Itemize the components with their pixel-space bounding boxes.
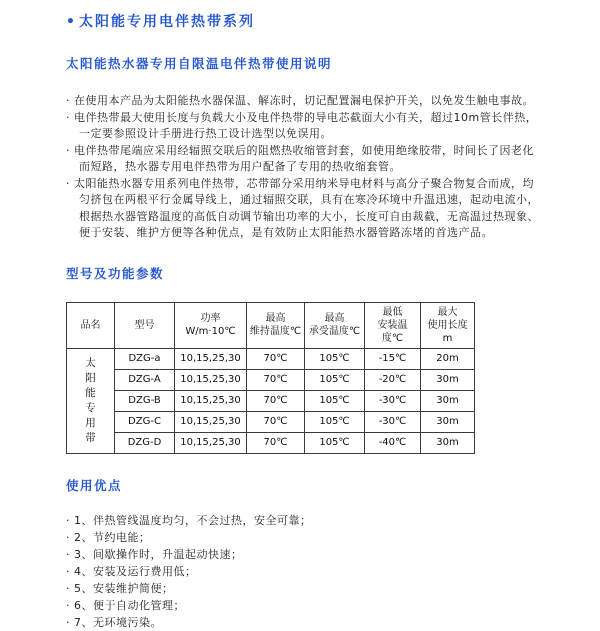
cell-max-length: 30m	[421, 432, 475, 453]
header-line: 维持温度℃	[249, 326, 302, 337]
advantage-item	[66, 512, 542, 529]
cell-power: 10,15,25,30	[175, 432, 247, 453]
cell-max-length: 30m	[421, 390, 475, 411]
cell-power: 10,15,25,30	[175, 411, 247, 432]
advantage-item	[66, 580, 542, 597]
table-row	[67, 390, 475, 411]
advantage-item	[66, 529, 542, 546]
col-header-power	[175, 302, 247, 348]
instruction-text: 在使用本产品为太阳能热水器保温、解冻时，切记配置漏电保护开关，以免发生触电事故。	[74, 94, 534, 107]
cell-model: DZG-C	[115, 411, 175, 432]
product-name-text: 太阳能专用带	[85, 356, 96, 444]
col-header-product-name	[67, 302, 115, 348]
spec-table	[66, 302, 475, 454]
advantage-item	[66, 546, 542, 563]
col-header-model	[115, 302, 175, 348]
advantage-text: 7、无环境污染。	[74, 615, 162, 629]
header-line: 最高	[265, 313, 286, 324]
advantage-text: 6、便于自动化管理；	[74, 598, 185, 612]
bullet-icon: ·	[66, 615, 70, 629]
specs-heading: 型号及功能参数	[66, 265, 165, 281]
header-line: W/m·10℃	[185, 326, 236, 337]
advantage-text: 5、安装维护简便；	[74, 581, 174, 595]
cell-min-install: -40℃	[365, 432, 421, 453]
bullet-icon: ·	[66, 513, 70, 527]
cell-max-maintain: 70℃	[247, 369, 305, 390]
header-line: 功率	[200, 313, 221, 324]
cell-min-install: -20℃	[365, 369, 421, 390]
advantage-text: 2、节约电能；	[74, 530, 151, 544]
cell-max-length: 30m	[421, 369, 475, 390]
col-header-max-maintain-temp	[247, 302, 305, 348]
cell-max-withstand: 105℃	[305, 411, 365, 432]
cell-power: 10,15,25,30	[175, 369, 247, 390]
header-line: 品名	[80, 319, 101, 331]
cell-model: DZG-a	[115, 348, 175, 369]
bullet-icon: ·	[66, 598, 70, 612]
instruction-item	[66, 110, 542, 143]
cell-model: DZG-A	[115, 369, 175, 390]
cell-max-maintain: 70℃	[247, 390, 305, 411]
title-bullet-icon: •	[66, 14, 77, 30]
cell-model: DZG-B	[115, 390, 175, 411]
cell-max-length: 30m	[421, 411, 475, 432]
bullet-icon: ·	[66, 564, 70, 578]
cell-min-install: -30℃	[365, 411, 421, 432]
cell-min-install: -30℃	[365, 390, 421, 411]
advantages-section	[66, 512, 542, 631]
header-line: 安装温度℃	[377, 319, 408, 344]
cell-max-withstand: 105℃	[305, 369, 365, 390]
header-line: 承受温度℃	[308, 326, 361, 337]
col-header-min-install-temp	[365, 302, 421, 348]
spec-table-header-row	[67, 302, 475, 348]
header-line: 最低	[382, 306, 403, 318]
page-title	[66, 13, 542, 31]
usage-instructions-section	[66, 93, 542, 242]
instruction-text: 太阳能热水器专用系列电伴热带，芯带部分采用纳米导电材料与高分子聚合物复合而成，均匀挤包在两根平行金属导线上，通过辐照交联，具有在寒冷环境中升温迅速，起动电流小，根据热水器管路温度的高低自动调节输出功率的大小，长度可自由裁截，无高温过热现象、便于安装、维护方便等各种优点，是有效防止太阳能热水器管路冻堵的首选产品。	[74, 176, 539, 239]
advantage-text: 4、安装及运行费用低；	[74, 564, 197, 578]
product-name-cell	[67, 348, 115, 453]
table-row	[67, 369, 475, 390]
col-header-max-withstand-temp	[305, 302, 365, 348]
cell-power: 10,15,25,30	[175, 390, 247, 411]
bullet-icon: ·	[66, 530, 70, 544]
bullet-icon: ·	[66, 143, 70, 157]
header-line: 最大	[437, 306, 458, 318]
cell-max-withstand: 105℃	[305, 348, 365, 369]
advantages-heading: 使用优点	[66, 477, 123, 493]
advantage-text: 1、伴热管线温度均匀，不会过热，安全可靠；	[74, 513, 312, 527]
usage-instructions-heading: 太阳能热水器专用自限温电伴热带使用说明	[66, 56, 333, 71]
bullet-icon: ·	[66, 110, 70, 124]
bullet-icon: ·	[66, 581, 70, 595]
instruction-item	[66, 93, 542, 110]
header-line: 使用长度m	[427, 319, 468, 344]
table-row	[67, 348, 475, 369]
cell-max-maintain: 70℃	[247, 411, 305, 432]
table-row	[67, 411, 475, 432]
instruction-item	[66, 176, 542, 242]
advantage-item	[66, 563, 542, 580]
advantage-text: 3、间歇操作时，升温起动快速；	[74, 547, 243, 561]
bullet-icon: ·	[66, 94, 70, 107]
instruction-text: 电伴热带最大使用长度与负载大小及电伴热带的导电芯截面大小有关，超过10m管长伴热，一定要参照设计手册进行热工设计选型以免误用。	[74, 110, 538, 140]
cell-model: DZG-D	[115, 432, 175, 453]
header-line: 型号	[134, 319, 155, 331]
cell-max-length: 20m	[421, 348, 475, 369]
header-line: 最高	[324, 313, 345, 324]
cell-max-maintain: 70℃	[247, 348, 305, 369]
cell-max-withstand: 105℃	[305, 390, 365, 411]
cell-power: 10,15,25,30	[175, 348, 247, 369]
table-row	[67, 432, 475, 453]
instruction-text: 电伴热带尾端应采用经辐照交联后的阻燃热收缩管封套，如使用绝缘胶带，时间长了因老化而短路，热水器专用电伴热带为用户配备了专用的热收缩套管。	[74, 143, 534, 173]
col-header-max-length	[421, 302, 475, 348]
cell-min-install: -15℃	[365, 348, 421, 369]
page-title-text: 太阳能专用电伴热带系列	[78, 14, 255, 30]
advantage-item	[66, 614, 542, 631]
instruction-item	[66, 143, 542, 176]
advantage-item	[66, 597, 542, 614]
cell-max-maintain: 70℃	[247, 432, 305, 453]
bullet-icon: ·	[66, 176, 70, 190]
bullet-icon: ·	[66, 547, 70, 561]
cell-max-withstand: 105℃	[305, 432, 365, 453]
